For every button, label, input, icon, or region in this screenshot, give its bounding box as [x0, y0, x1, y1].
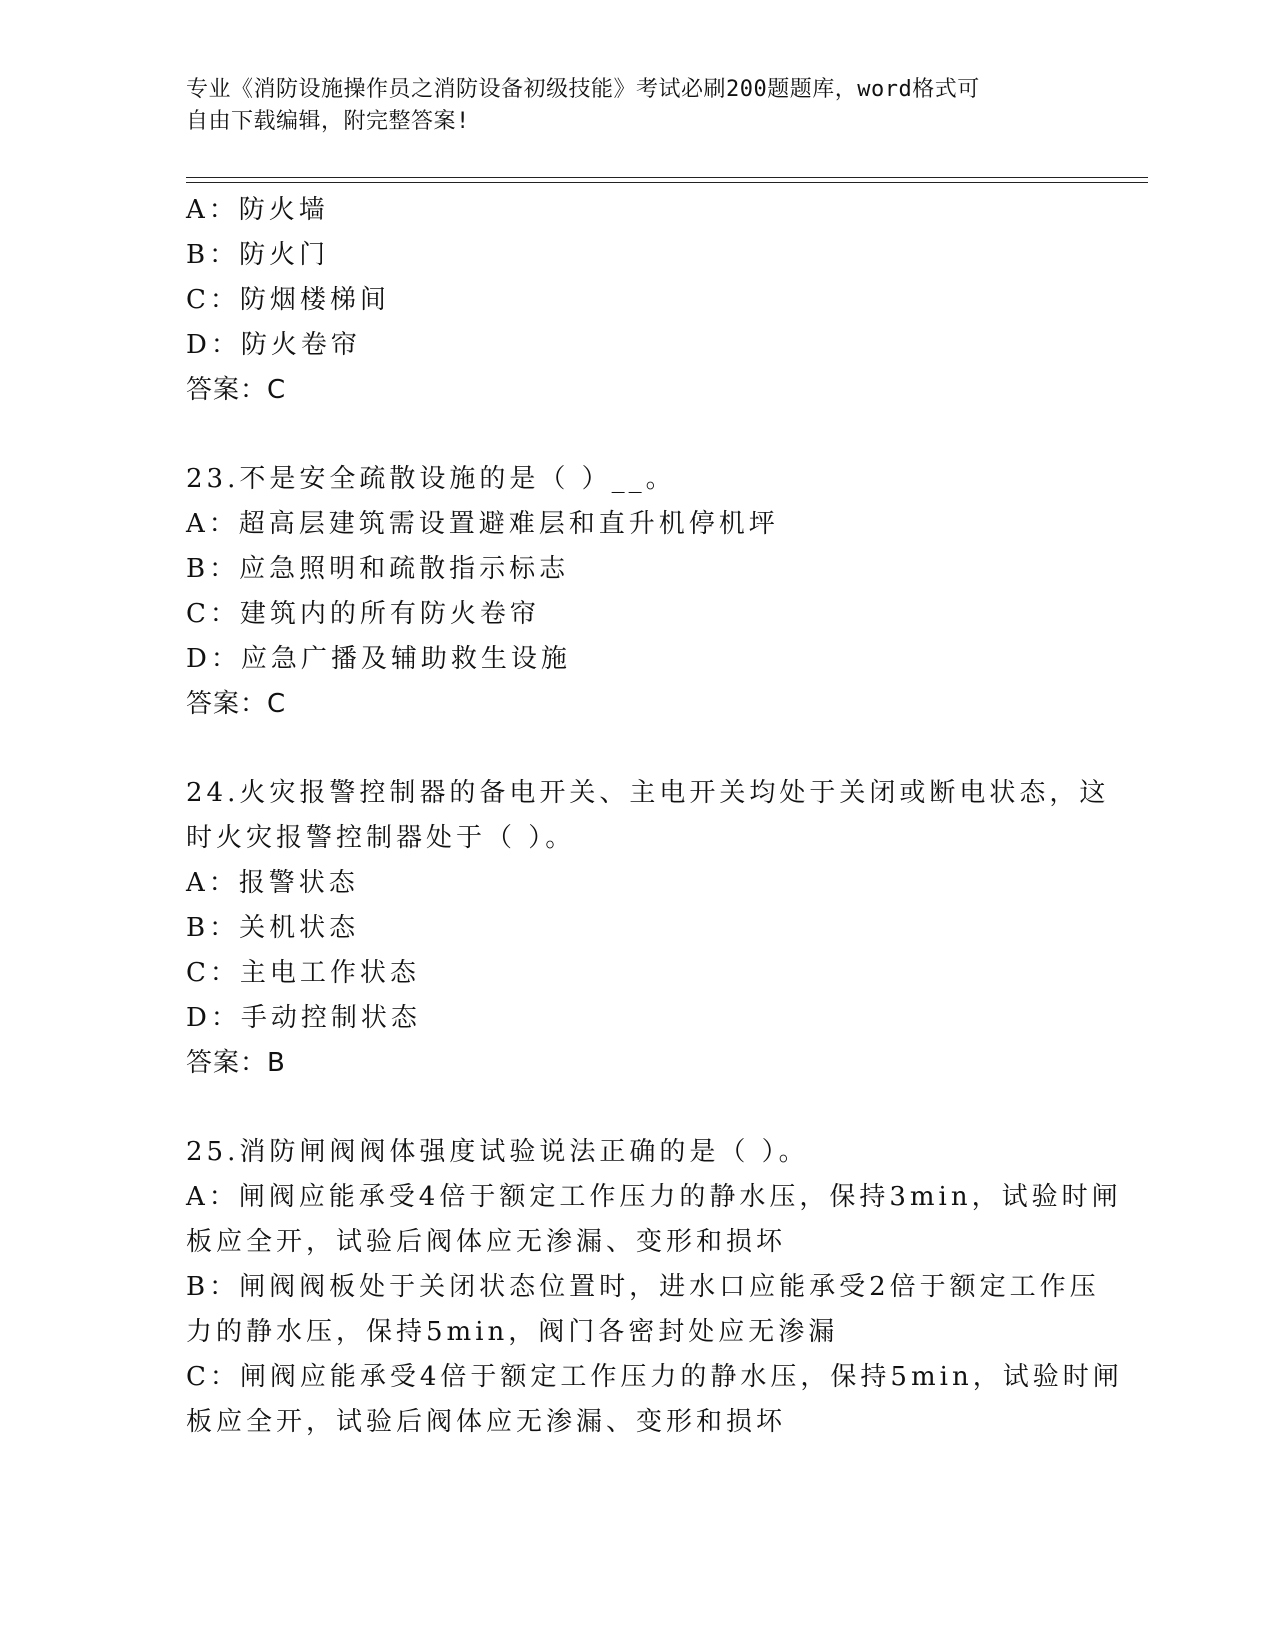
option-a: A：超高层建筑需设置避难层和直升机停机坪	[186, 509, 779, 539]
question-stem-line-1: 24.火灾报警控制器的备电开关、主电开关均处于关闭或断电状态，这	[186, 778, 1110, 808]
option-c: C：防烟楼梯间	[186, 285, 390, 315]
question-stem: 25.消防闸阀阀体强度试验说法正确的是（ ）。	[186, 1137, 809, 1167]
option-d: D：防火卷帘	[186, 330, 361, 360]
header-line-2: 自由下载编辑，附完整答案!	[186, 109, 470, 134]
option-d: D：应急广播及辅助救生设施	[186, 644, 571, 674]
answer: 答案：B	[186, 1048, 286, 1078]
question-stem: 23.不是安全疏散设施的是（ ）__。	[186, 464, 676, 494]
option-a-line-1: A：闸阀应能承受4倍于额定工作压力的静水压，保持3min，试验时闸	[186, 1182, 1122, 1212]
spacer	[186, 727, 1086, 771]
question-22	[186, 188, 1086, 413]
question-23	[186, 457, 1086, 727]
option-c-line-2: 板应全开，试验后阀体应无渗漏、变形和损坏	[186, 1407, 787, 1437]
option-b: B：应急照明和疏散指示标志	[186, 554, 570, 584]
option-a-line-2: 板应全开，试验后阀体应无渗漏、变形和损坏	[186, 1227, 787, 1257]
option-c-line-1: C：闸阀应能承受4倍于额定工作压力的静水压，保持5min，试验时闸	[186, 1362, 1123, 1392]
option-a: A：防火墙	[186, 195, 329, 225]
answer: 答案：C	[186, 689, 287, 719]
header-divider-bottom	[186, 182, 1148, 183]
question-24	[186, 771, 1110, 1086]
header-line-1: 专业《消防设施操作员之消防设备初级技能》考试必刷200题题库，word格式可	[186, 77, 980, 102]
spacer	[186, 413, 1086, 457]
option-c: C：建筑内的所有防火卷帘	[186, 599, 540, 629]
option-a: A：报警状态	[186, 868, 359, 898]
answer: 答案：C	[186, 375, 287, 405]
option-b: B：防火门	[186, 240, 330, 270]
document-header	[186, 74, 1066, 138]
option-b-line-2: 力的静水压，保持5min，阀门各密封处应无渗漏	[186, 1317, 839, 1347]
option-d: D：手动控制状态	[186, 1003, 421, 1033]
option-b: B：关机状态	[186, 913, 360, 943]
question-25	[186, 1130, 1123, 1445]
option-c: C：主电工作状态	[186, 958, 420, 988]
question-list	[186, 188, 1123, 1445]
header-divider-top	[186, 177, 1148, 178]
option-b-line-1: B：闸阀阀板处于关闭状态位置时，进水口应能承受2倍于额定工作压	[186, 1272, 1100, 1302]
question-stem-line-2: 时火灾报警控制器处于（ ）。	[186, 823, 576, 853]
spacer	[186, 1086, 1086, 1130]
